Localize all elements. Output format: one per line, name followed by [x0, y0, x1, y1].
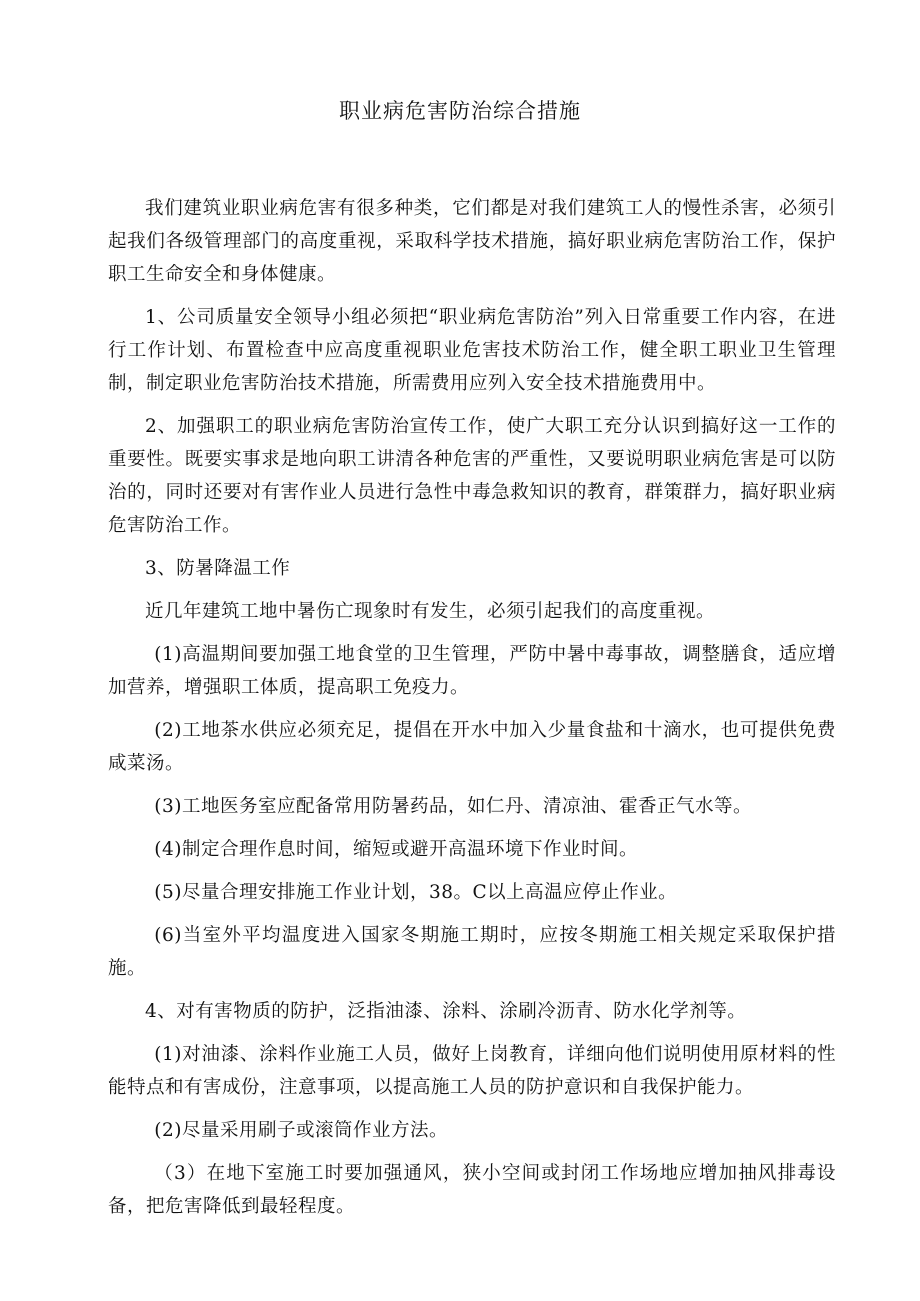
paragraph-hazard-3: （3）在地下室施工时要加强通风，狭小空间或封闭工作场地应增加抽风排毒设备，把危害降低到最轻程度。 [108, 1163, 836, 1217]
paragraph-item-4: 4、对有害物质的防护，泛指油漆、涂料、涂刷冷沥青、防水化学剂等。 [145, 1001, 747, 1022]
paragraph-heat-6: (6)当室外平均温度进入国家冬期施工期时，应按冬期施工相关规定采取保护措施。 [108, 925, 836, 979]
paragraph-item-1: 1、公司质量安全领导小组必须把“职业病危害防治”列入日常重要工作内容，在进行工作计划、布置检查中应高度重视职业危害技术防治工作，健全职工职业卫生管理制，制定职业危害防治技术措施，所需费用应列入安全技术措施费用中。 [108, 307, 836, 394]
paragraph-heat-5: (5)尽量合理安排施工作业计划，38。C以上高温应停止作业。 [154, 882, 678, 903]
paragraph-heat-1: (1)高温期间要加强工地食堂的卫生管理，严防中暑中毒事故，调整膳食，适应增加营养，增强职工体质，提高职工免疫力。 [108, 644, 836, 698]
document-title: 职业病危害防治综合措施 [339, 99, 581, 123]
document-body [108, 192, 836, 1233]
paragraph-hazard-1: (1)对油漆、涂料作业施工人员，做好上岗教育，详细向他们说明使用原材料的性能特点和有害成份，注意事项，以提高施工人员的防护意识和自我保护能力。 [108, 1044, 836, 1098]
paragraph-intro: 我们建筑业职业病危害有很多种类，它们都是对我们建筑工人的慢性杀害，必须引起我们各级管理部门的高度重视，采取科学技术措施，搞好职业病危害防治工作，保护职工生命安全和身体健康。 [108, 198, 836, 285]
paragraph-heat-4: (4)制定合理作息时间，缩短或避开高温环境下作业时间。 [154, 839, 638, 860]
paragraph-heat-2: (2)工地茶水供应必须充足，提倡在开水中加入少量食盐和十滴水，也可提供免费咸菜汤。 [108, 720, 836, 774]
paragraph-item-2: 2、加强职工的职业病危害防治宣传工作，使广大职工充分认识到搞好这一工作的重要性。既要实事求是地向职工讲清各种危害的严重性，又要说明职业病危害是可以防治的，同时还要对有害作业人员进行急性中毒急救知识的教育，群策群力，搞好职业病危害防治工作。 [108, 416, 836, 536]
paragraph-heat-intro: 近几年建筑工地中暑伤亡现象时有发生，必须引起我们的高度重视。 [145, 601, 716, 622]
paragraph-heat-3: (3)工地医务室应配备常用防暑药品，如仁丹、清凉油、霍香正气水等。 [154, 796, 752, 817]
paragraph-item-3-heading: 3、防暑降温工作 [145, 558, 291, 579]
paragraph-hazard-2: (2)尽量采用刷子或滚筒作业方法。 [154, 1120, 448, 1141]
